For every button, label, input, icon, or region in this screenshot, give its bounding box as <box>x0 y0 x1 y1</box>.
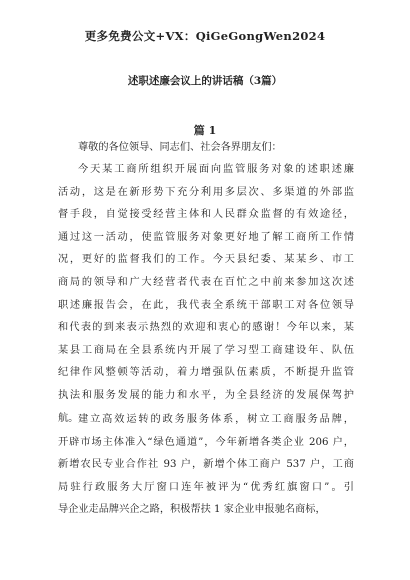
text-line: 某县工商局在全县系统内开展了学习型工商建设年、队伍 <box>58 344 354 356</box>
text-line: 建立高效运转的政务服务体系，树立工商服务品牌， <box>78 414 354 425</box>
text-line: 今天某工商所组织开展面向监管服务对象的述职述廉 <box>78 164 354 175</box>
section-heading: 篇 1 <box>193 124 217 137</box>
text-line: 航。 <box>58 412 79 424</box>
text-line: 新增农民专业合作社 93 户，新增个体工商户 537 户，工商 <box>58 459 354 471</box>
text-line: 督手段，自觉接受经营主体和人民群众监督的有效途径， <box>58 209 354 221</box>
text-line: 和代表的到来表示热烈的欢迎和衷心的感谢！今年以来，某 <box>58 322 354 334</box>
text-line: 局驻行政服务大厅窗口连年被评为“优秀红旗窗口”。引 <box>58 481 354 493</box>
salutation-paragraph <box>58 137 354 160</box>
text-line: 职述廉报告会，在此，我代表全系统干部职工对各位领导 <box>58 299 354 311</box>
text-line: 况，更好的监督我们的工作。今天县纪委、某某乡、市工 <box>58 254 354 266</box>
text-line: 执法和服务发展的能力和水平，为全县经济的发展保驾护 <box>58 389 354 401</box>
text-line: 导企业走品牌兴企之路，积极帮扶 1 家企业申报驰名商标， <box>58 504 326 516</box>
body-paragraph-1 <box>58 159 354 430</box>
body-paragraph-2 <box>58 409 354 522</box>
text-line: 活动，这是在新形势下充分利用多层次、多渠道的外部监 <box>58 186 354 198</box>
text-line: 纪律作风整顿等活动，着力增强队伍素质，不断提升监管 <box>58 367 354 379</box>
text-line: 商局的领导和广大经营者代表在百忙之中前来参加这次述 <box>58 276 354 288</box>
text-line: 开辟市场主体准入“绿色通道”，今年新增各类企业 206 户， <box>58 436 354 448</box>
document-title: 述职述廉会议上的讲话稿（3篇） <box>127 75 283 87</box>
text-line: 尊敬的各位领导、同志们、社会各界朋友们： <box>78 142 282 153</box>
promo-header: 更多免费公文+VX：QiGeGongWen2024 <box>84 29 326 43</box>
text-line: 通过这一活动，使监管服务对象更好地了解工商所工作情 <box>58 231 354 243</box>
